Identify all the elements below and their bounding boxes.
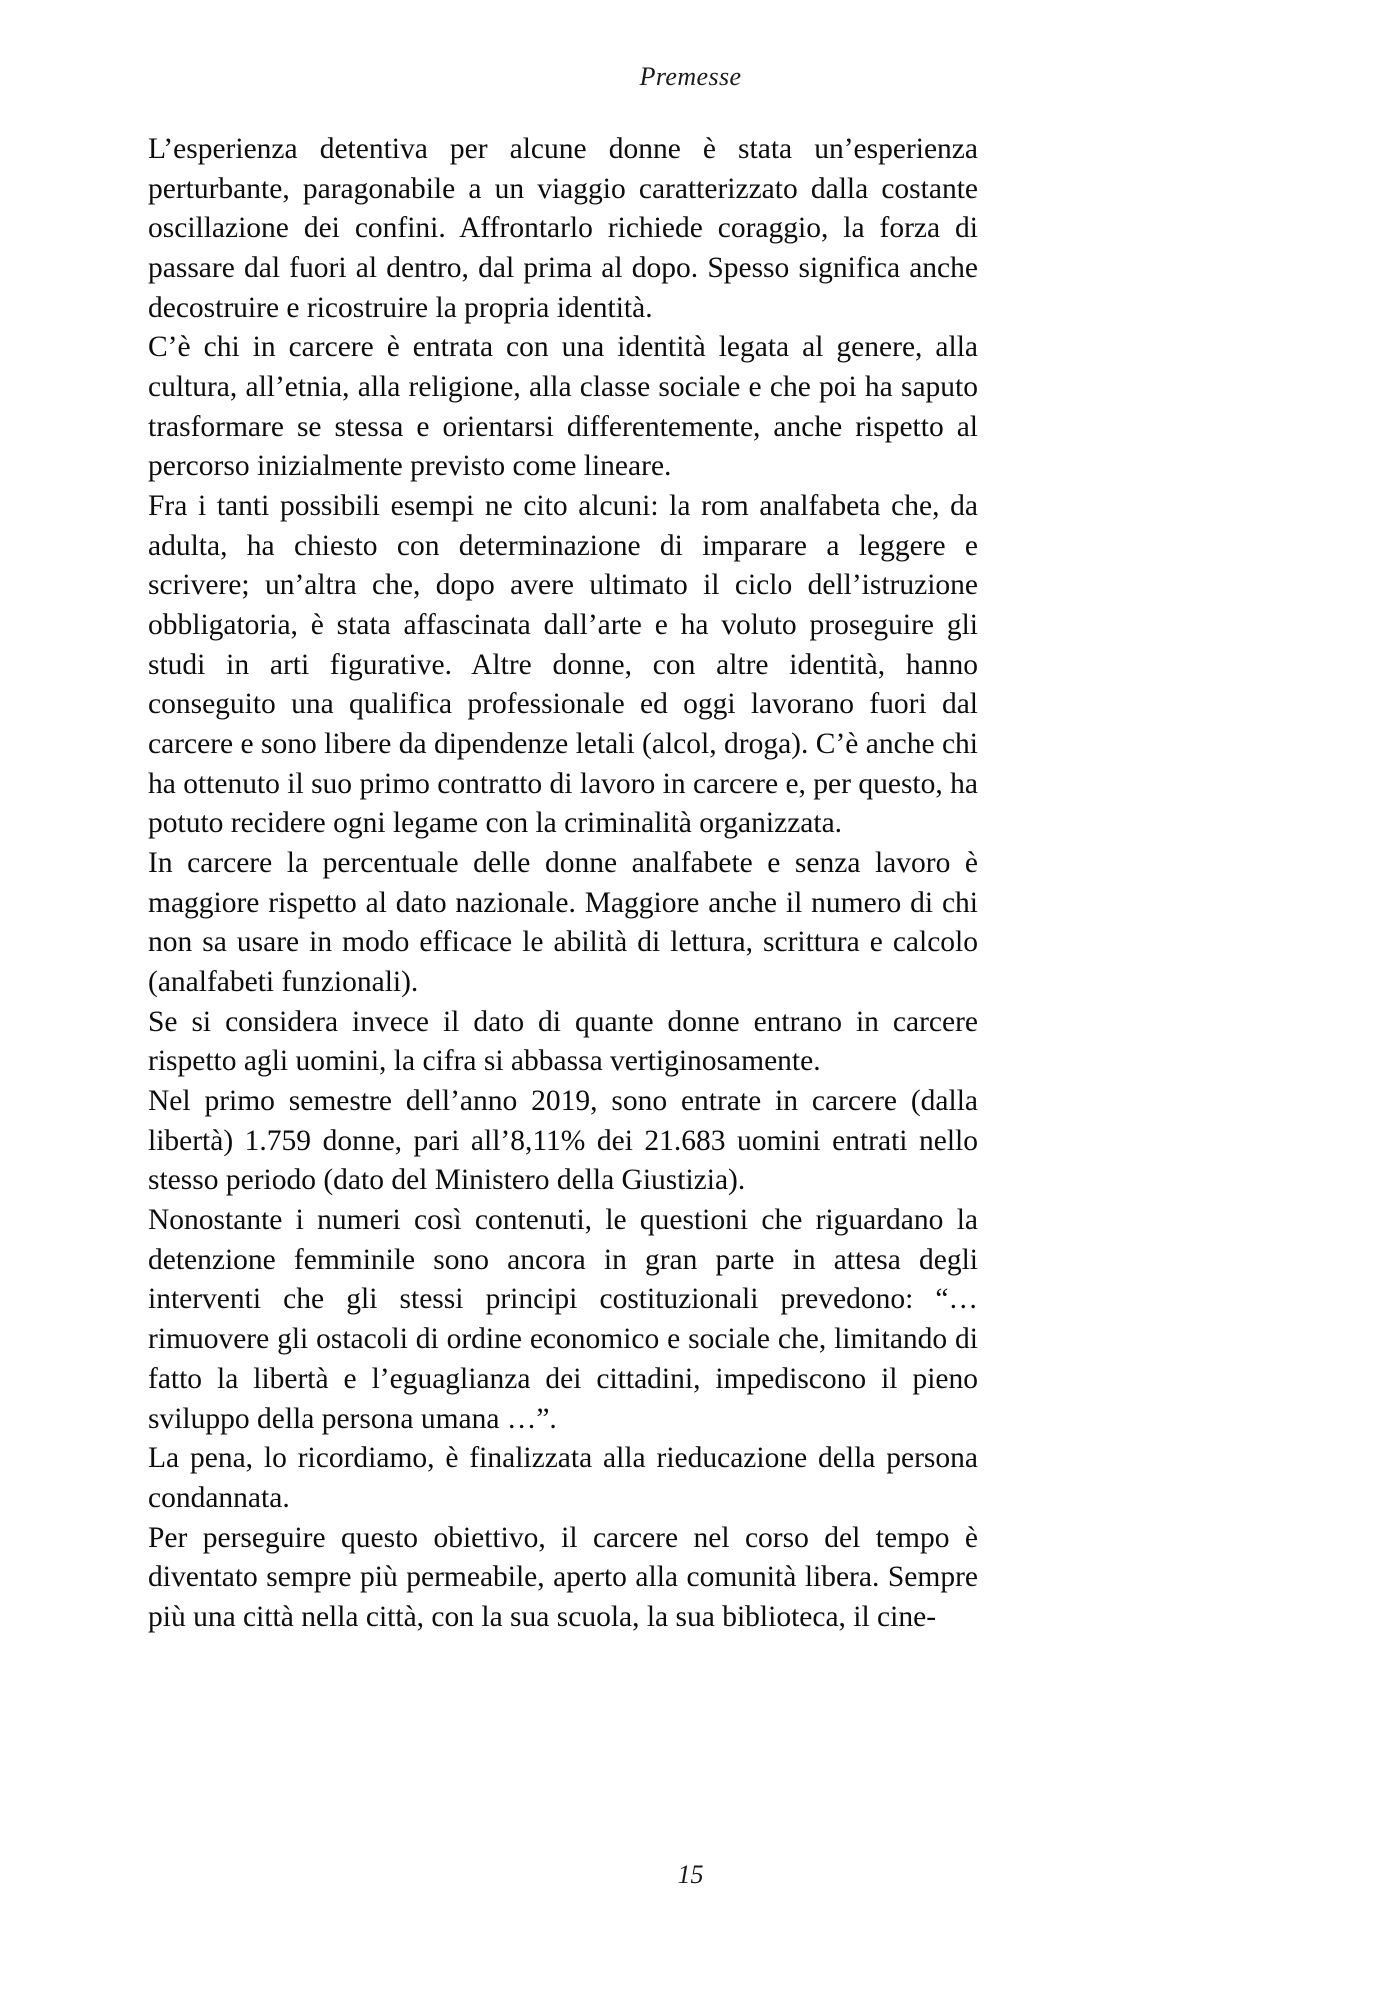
running-head: Premesse xyxy=(639,62,742,91)
paragraph: L’esperienza detentiva per alcune donne è stata un’esperienza perturbante, paragonabile a un viaggio caratterizzato dalla costante oscillazione dei confini. Affrontarlo richiede coraggio, la forza di passare dal fuori al dentro, dal prima al dopo. Spesso significa anche decostruire e ricostruire la propria identità. xyxy=(148,133,978,324)
body-text xyxy=(148,130,978,1638)
paragraph: Nonostante i numeri così contenuti, le questioni che riguardano la detenzione femminile sono ancora in gran parte in attesa degli interventi che gli stessi principi costituzionali prevedono: “… rimuovere gli ostacoli di ordine economico e sociale che, limitando di fatto la libertà e l’eguaglianza dei cittadini, impediscono il pieno sviluppo della persona umana …”. xyxy=(148,1204,978,1435)
paragraph: Per perseguire questo obiettivo, il carcere nel corso del tempo è diventato sempre più permeabile, aperto alla comunità libera. Sempre più una città nella città, con la sua scuola, la sua biblioteca, il cine- xyxy=(148,1521,978,1633)
paragraph: Fra i tanti possibili esempi ne cito alcuni: la rom analfabeta che, da adulta, ha chiesto con determinazione di imparare a leggere e scrivere; un’altra che, dopo avere ultimato il ciclo dell’istruzione obbligatoria, è stata affascinata dall’arte e ha voluto proseguire gli studi in arti figurative. Altre donne, con altre identità, hanno conseguito una qualifica professionale ed oggi lavorano fuori dal carcere e sono libere da dipendenze letali (alcol, droga). C’è anche chi ha ottenuto il suo primo contratto di lavoro in carcere e, per questo, ha potuto recidere ogni legame con la criminalità organizzata. xyxy=(148,490,978,840)
paragraph: Nel primo semestre dell’anno 2019, sono entrate in carcere (dalla libertà) 1.759 donne, pari all’8,11% dei 21.683 uomini entrati nello stesso periodo (dato del Ministero della Giustizia). xyxy=(148,1085,978,1197)
paragraph: La pena, lo ricordiamo, è finalizzata alla rieducazione della persona condannata. xyxy=(148,1442,978,1514)
paragraph: Se si considera invece il dato di quante donne entrano in carcere rispetto agli uomini, la cifra si abbassa vertiginosamente. xyxy=(148,1005,978,1078)
paragraph: C’è chi in carcere è entrata con una identità legata al genere, alla cultura, all’etnia, alla religione, alla classe sociale e che poi ha saputo trasformare se stessa e orientarsi differentemente, anche rispetto al percorso inizialmente previsto come lineare. xyxy=(148,331,978,483)
paragraph: In carcere la percentuale delle donne analfabete e senza lavoro è maggiore rispetto al dato nazionale. Maggiore anche il numero di chi non sa usare in modo efficace le abilità di lettura, scrittura e calcolo (analfabeti funzionali). xyxy=(148,847,978,999)
page-number: 15 xyxy=(677,1860,704,1889)
